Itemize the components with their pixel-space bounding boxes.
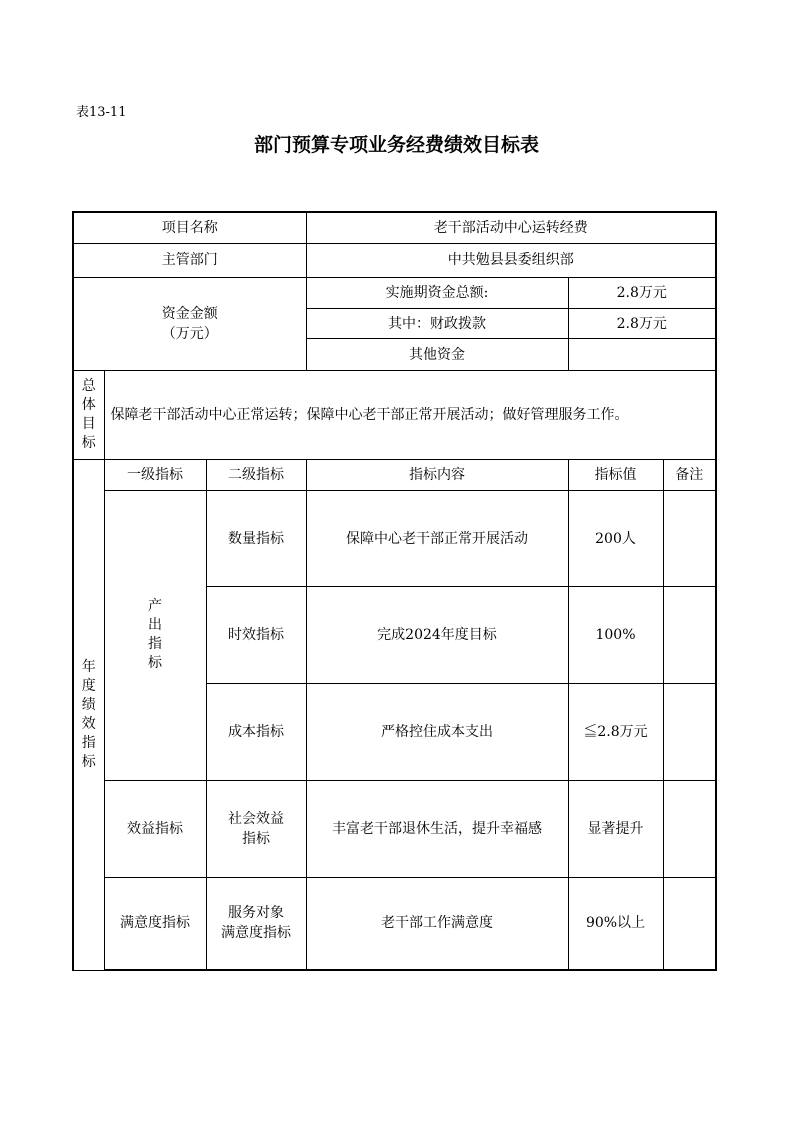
satisfaction-level1: 满意度指标	[104, 877, 206, 970]
table-number: 表13-11	[76, 105, 127, 120]
row-level2: 成本指标	[206, 684, 306, 781]
header-note: 备注	[663, 460, 716, 490]
header-level1: 一级指标	[104, 460, 206, 490]
header-value: 指标值	[568, 460, 663, 490]
row-indicator-headers	[73, 460, 716, 490]
table-row	[73, 780, 716, 877]
row-value: 200人	[568, 490, 663, 587]
overall-goal-label: 总体目标	[73, 370, 104, 460]
funds-other-value	[568, 339, 716, 370]
satisfaction-value: 90%以上	[568, 877, 663, 970]
funds-label-line1: 资金金额	[161, 305, 218, 322]
dept-label: 主管部门	[73, 243, 306, 277]
row-note	[663, 490, 716, 587]
funds-fiscal-label: 其中：财政拨款	[306, 309, 568, 339]
project-name-value: 老干部活动中心运转经费	[306, 212, 716, 243]
benefit-level2-line2: 指标	[242, 830, 270, 847]
header-level2: 二级指标	[206, 460, 306, 490]
row-value: ≦2.8万元	[568, 684, 663, 781]
benefit-level1: 效益指标	[104, 780, 206, 877]
row-level2: 数量指标	[206, 490, 306, 587]
satisfaction-level2-line1: 服务对象	[228, 905, 284, 922]
row-level2: 时效指标	[206, 587, 306, 684]
row-note	[663, 587, 716, 684]
dept-value: 中共勉县县委组织部	[306, 243, 716, 277]
satisfaction-content: 老干部工作满意度	[306, 877, 568, 970]
row-department	[73, 243, 716, 277]
funds-label	[73, 278, 306, 371]
funds-label-line2: （万元）	[161, 325, 218, 342]
annual-indicators-label: 年度绩效指标	[73, 460, 104, 970]
benefit-content: 丰富老干部退休生活，提升幸福感	[306, 780, 568, 877]
row-content: 严格控住成本支出	[306, 684, 568, 781]
table-row	[73, 877, 716, 970]
output-indicators-label: 产出指标	[104, 490, 206, 780]
overall-goal-text: 保障老干部活动中心正常运转；保障中心老干部正常开展活动；做好管理服务工作。	[104, 370, 716, 460]
funds-other-label: 其他资金	[306, 339, 568, 370]
row-funds-total	[73, 278, 716, 309]
benefit-level2	[206, 780, 306, 877]
benefit-level2-line1: 社会效益	[228, 810, 284, 827]
funds-total-value: 2.8万元	[568, 278, 716, 309]
satisfaction-level2-line2: 满意度指标	[221, 925, 291, 942]
row-value: 100%	[568, 587, 663, 684]
benefit-note	[663, 780, 716, 877]
funds-total-label: 实施期资金总额:	[306, 278, 568, 309]
header-content: 指标内容	[306, 460, 568, 490]
row-note	[663, 684, 716, 781]
project-name-label: 项目名称	[73, 212, 306, 243]
row-content: 完成2024年度目标	[306, 587, 568, 684]
row-overall-goal	[73, 370, 716, 460]
performance-table	[72, 211, 717, 971]
benefit-value: 显著提升	[568, 780, 663, 877]
page-title: 部门预算专项业务经费绩效目标表	[253, 134, 539, 156]
satisfaction-note	[663, 877, 716, 970]
funds-fiscal-value: 2.8万元	[568, 309, 716, 339]
row-content: 保障中心老干部正常开展活动	[306, 490, 568, 587]
row-project-name	[73, 212, 716, 243]
satisfaction-level2	[206, 877, 306, 970]
table-row	[73, 490, 716, 587]
